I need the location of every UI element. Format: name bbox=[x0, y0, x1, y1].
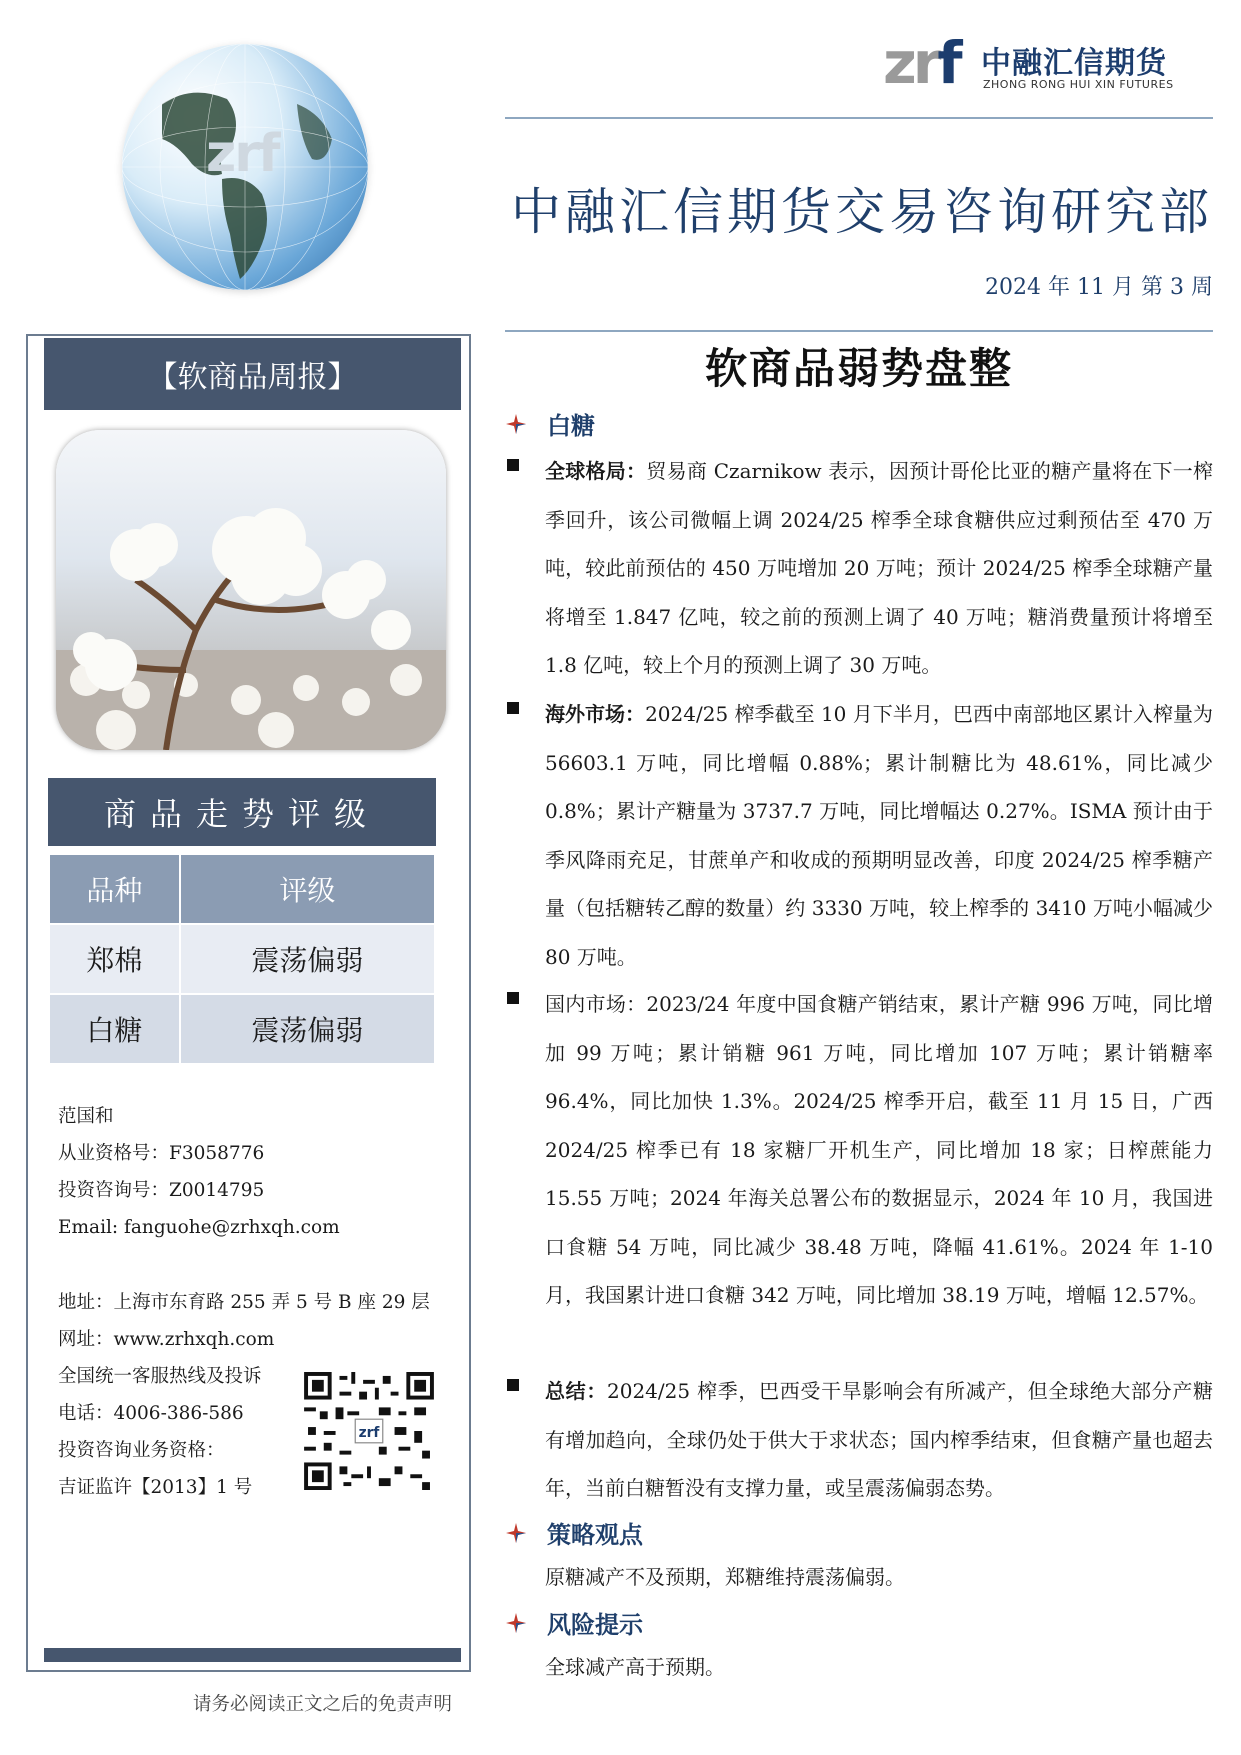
paragraph-global bbox=[505, 447, 1213, 690]
globe-image bbox=[122, 44, 368, 290]
footer-disclaimer: 请务必阅读正文之后的免责声明 bbox=[193, 1694, 453, 1715]
sidebar-title: 【软商品周报】 bbox=[44, 338, 461, 410]
bullet-star-icon bbox=[505, 1612, 527, 1634]
qr-code bbox=[303, 1372, 435, 1490]
report-week: 2024 年 11 月 第 3 周 bbox=[985, 275, 1213, 300]
hotline-phone: 电话：4006-386-586 bbox=[58, 1403, 244, 1424]
report-title: 软商品弱势盘整 bbox=[704, 344, 1013, 393]
analyst-contact bbox=[58, 1098, 340, 1246]
rating-table bbox=[48, 853, 436, 1065]
header-divider-bottom bbox=[505, 330, 1213, 332]
logo-english-name: ZHONG RONG HUI XIN FUTURES bbox=[983, 78, 1174, 91]
paragraph-text: 国内市场：2023/24 年度中国食糖产销结束，累计产糖 996 万吨，同比增加 99 万吨；累计销糖 961 万吨，同比增加 107 万吨；累计销糖率 96.4%，同比加快 1.3%。2024/25 榨季开启，截至 11 月 15 日，广西 2024/25 榨季已有 18 家糖厂开机生产，同比增加 18 家；日榨蔗能力 15.55 万吨；2024 年海关总署公布的数据显示，2024 年 10 月，我国进口食糖 54 万吨，同比减少 38.48 万吨，降幅 41.61%。2024 年 1-10 月，我国累计进口食糖 342 万吨，同比增加 38.19 万吨，增幅 12.57%。 bbox=[545, 992, 1213, 1307]
logo-mark: zrf bbox=[883, 29, 959, 97]
company-logo bbox=[883, 28, 1183, 97]
cotton-photo bbox=[56, 430, 446, 750]
department-title: 中融汇信期货交易咨询研究部 bbox=[511, 183, 1213, 241]
bullet-star-icon bbox=[505, 413, 527, 435]
square-bullet-icon bbox=[507, 702, 519, 714]
paragraph-overseas bbox=[505, 690, 1213, 981]
rating-header: 商品走势评级 bbox=[48, 778, 436, 846]
table-header-rating: 评级 bbox=[181, 855, 434, 923]
analyst-qualification: 从业资格号：F3058776 bbox=[58, 1143, 265, 1164]
paragraph-label: 海外市场： bbox=[545, 702, 646, 726]
square-bullet-icon bbox=[507, 459, 519, 471]
company-address: 地址：上海市东育路 255 弄 5 号 B 座 29 层 bbox=[58, 1292, 430, 1313]
section-label: 白糖 bbox=[547, 412, 595, 440]
section-risk bbox=[505, 1605, 643, 1640]
analyst-email[interactable]: Email: fanguohe@zrhxqh.com bbox=[58, 1217, 340, 1238]
section-sugar bbox=[505, 406, 595, 441]
svg-text:zrf: zrf bbox=[358, 1424, 380, 1441]
table-cell-rating: 震荡偏弱 bbox=[181, 925, 434, 993]
paragraph-label: 总结： bbox=[545, 1379, 607, 1403]
globe-logo-text: zrf bbox=[206, 124, 279, 184]
section-label: 风险提示 bbox=[547, 1611, 643, 1639]
hotline-label: 全国统一客服热线及投诉 bbox=[58, 1366, 262, 1387]
analyst-name: 范国和 bbox=[58, 1106, 114, 1127]
paragraph-summary bbox=[505, 1367, 1213, 1513]
paragraph-label: 全球格局： bbox=[545, 459, 647, 483]
paragraph-text: 2024/25 榨季，巴西受干旱影响会有所减产，但全球绝大部分产糖有增加趋向，全球仍处于供大于求状态；国内榨季结束，但食糖产量也超去年，当前白糖暂没有支撑力量，或呈震荡偏弱态势。 bbox=[545, 1379, 1214, 1500]
analyst-consult-number: 投资咨询号：Z0014795 bbox=[58, 1180, 265, 1201]
logo-chinese-name: 中融汇信期货 bbox=[981, 46, 1167, 81]
table-cell-variety: 白糖 bbox=[50, 995, 179, 1063]
bullet-star-icon bbox=[505, 1522, 527, 1544]
table-header-variety: 品种 bbox=[50, 855, 179, 923]
square-bullet-icon bbox=[507, 992, 519, 1004]
sidebar-bottom-bar bbox=[44, 1648, 461, 1662]
header-divider-top bbox=[505, 117, 1213, 119]
strategy-text: 原糖减产不及预期，郑糖维持震荡偏弱。 bbox=[545, 1565, 905, 1589]
table-row bbox=[50, 925, 434, 993]
section-label: 策略观点 bbox=[547, 1521, 643, 1549]
table-cell-variety: 郑棉 bbox=[50, 925, 179, 993]
sidebar bbox=[26, 334, 471, 1672]
paragraph-text: 2024/25 榨季截至 10 月下半月，巴西中南部地区累计入榨量为 56603.1 万吨，同比增幅 0.88%；累计制糖比为 48.61%，同比减少 0.8%；累计产糖量为 3737.7 万吨，同比增幅达 0.27%。ISMA 预计由于季风降雨充足，甘蔗单产和收成的预期明显改善，印度 2024/25 榨季糖产量（包括糖转乙醇的数量）约 3330 万吨，较上榨季的 3410 万吨小幅减少 80 万吨。 bbox=[545, 702, 1214, 969]
table-row bbox=[50, 995, 434, 1063]
license-number: 吉证监许【2013】1 号 bbox=[58, 1477, 253, 1498]
company-website[interactable]: 网址：www.zrhxqh.com bbox=[58, 1329, 275, 1350]
risk-text: 全球减产高于预期。 bbox=[545, 1655, 725, 1679]
paragraph-text: 贸易商 Czarnikow 表示，因预计哥伦比亚的糖产量将在下一榨季回升，该公司微幅上调 2024/25 榨季全球食糖供应过剩预估至 470 万吨，较此前预估的 450 万吨增加 20 万吨；预计 2024/25 榨季全球糖产量将增至 1.847 亿吨，较之前的预测上调了 40 万吨；糖消费量预计将增至 1.8 亿吨，较上个月的预测上调了 30 万吨。 bbox=[545, 459, 1213, 677]
section-strategy bbox=[505, 1515, 643, 1550]
license-label: 投资咨询业务资格： bbox=[58, 1440, 225, 1461]
square-bullet-icon bbox=[507, 1379, 519, 1391]
table-cell-rating: 震荡偏弱 bbox=[181, 995, 434, 1063]
paragraph-domestic bbox=[505, 980, 1213, 1320]
